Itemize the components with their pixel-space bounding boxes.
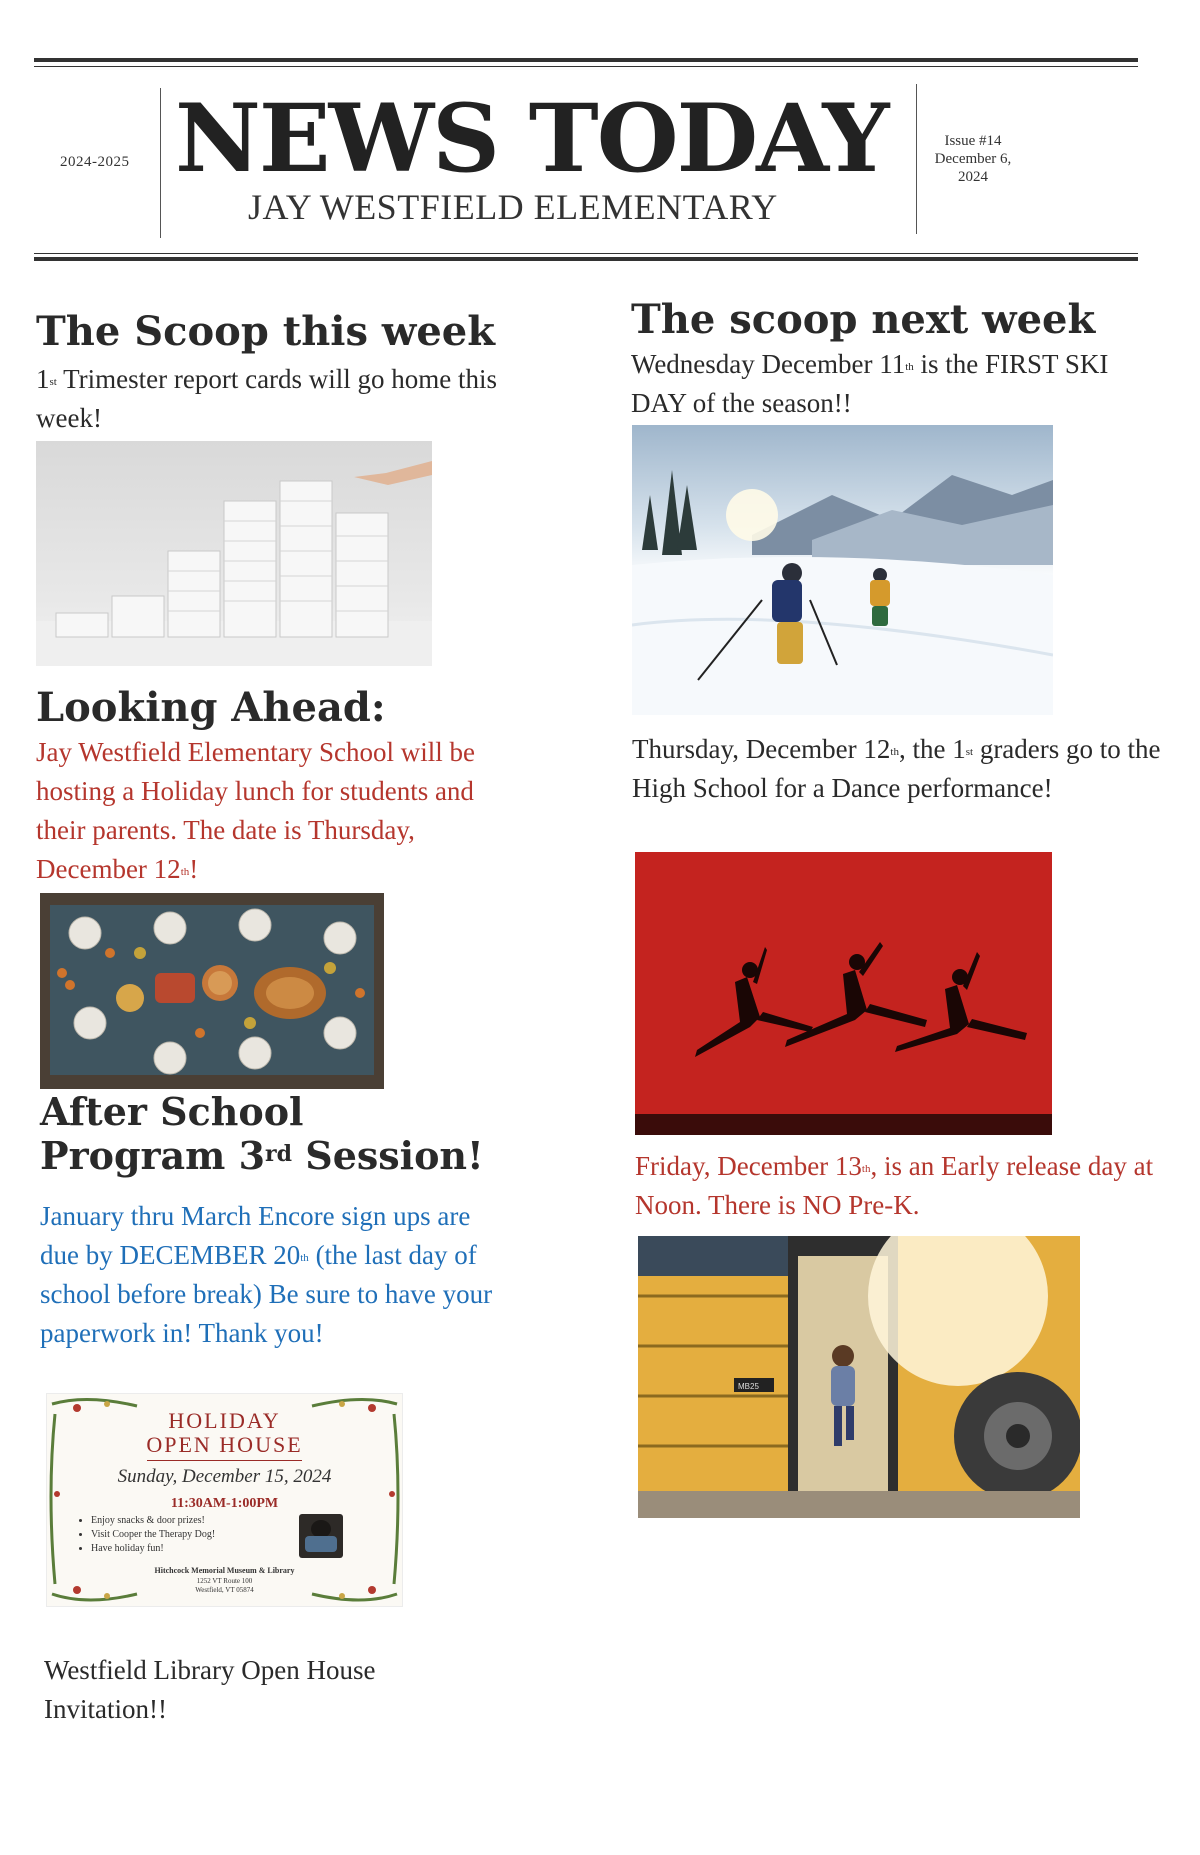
flyer-time: 11:30AM-1:00PM	[170, 1496, 279, 1511]
holiday-lunch-text: Jay Westfield Elementary School will be hosting a Holiday lunch for students and their parents. The date is Thursday, December 12th!	[36, 737, 475, 884]
top-rule-thin	[34, 66, 1138, 67]
flyer-address-2: Westfield, VT 05874	[195, 1586, 254, 1594]
school-bus-image	[638, 1236, 1080, 1518]
issue-info	[918, 132, 1028, 186]
holiday-lunch-image	[40, 893, 384, 1089]
table-spread-illustration	[40, 893, 384, 1089]
masthead-divider-left	[160, 88, 161, 238]
flyer-bullet: • Visit Cooper the Therapy Dog!	[91, 1528, 215, 1542]
report-cards-image	[36, 441, 432, 666]
holiday-open-house-flyer	[46, 1393, 403, 1607]
bus-scene-illustration	[638, 1236, 1080, 1518]
issue-date-line1: December 6,	[934, 151, 1012, 167]
bottom-rule-thick	[34, 257, 1138, 261]
therapy-dog-photo	[299, 1514, 343, 1558]
flyer-title-1: HOLIDAY	[168, 1408, 281, 1433]
ski-scene-illustration	[632, 425, 1053, 715]
flyer-bullets	[77, 1514, 215, 1556]
top-rule	[34, 58, 1138, 62]
flyer-title-2: OPEN HOUSE	[146, 1432, 303, 1457]
encore-signup-text: January thru March Encore sign ups are due by DECEMBER 20th (the last day of school before break) Be sure to have your paperwork in! Thank you!	[40, 1201, 493, 1348]
ski-day-text: Wednesday December 11th is the FIRST SKI DAY of the season!!	[631, 349, 1109, 418]
early-release-text: Friday, December 13th, is an Early release day at Noon. There is NO Pre-K.	[635, 1151, 1154, 1220]
school-name: JAY WESTFIELD ELEMENTARY	[248, 187, 778, 227]
flyer-venue: Hitchcock Memorial Museum & Library	[154, 1566, 295, 1575]
flyer-address-1: 1252 VT Route 100	[196, 1577, 253, 1585]
flyer-bullet: • Enjoy snacks & door prizes!	[91, 1514, 215, 1528]
library-caption: Westfield Library Open House Invitation!!	[44, 1655, 376, 1724]
flyer-date: Sunday, December 15, 2024	[117, 1466, 332, 1487]
bottom-rule	[34, 253, 1138, 254]
looking-ahead-heading: Looking Ahead:	[36, 684, 386, 731]
school-year: 2024-2025	[60, 154, 130, 170]
newspaper-title: NEWS TODAY	[175, 84, 888, 194]
dancers-silhouette	[635, 852, 1052, 1135]
bus-number-label: MB25	[738, 1382, 759, 1391]
dance-performance-image	[635, 852, 1052, 1135]
flyer-divider	[147, 1460, 302, 1461]
issue-date-line2: 2024	[958, 169, 988, 185]
masthead-divider-right	[916, 84, 917, 234]
scoop-this-week-heading: The Scoop this week	[36, 308, 495, 355]
ski-day-image	[632, 425, 1053, 715]
after-school-heading: After School Program 3rd Session!	[40, 1089, 484, 1178]
paper-stacks-illustration	[36, 441, 432, 666]
dance-performance-text: Thursday, December 12th, the 1st graders go to the High School for a Dance performance!	[632, 734, 1161, 803]
report-card-text: 1st Trimester report cards will go home this week!	[36, 364, 498, 433]
flyer-bullet: • Have holiday fun!	[91, 1542, 215, 1556]
scoop-next-week-heading: The scoop next week	[631, 296, 1096, 343]
issue-number: Issue #14	[944, 133, 1002, 149]
